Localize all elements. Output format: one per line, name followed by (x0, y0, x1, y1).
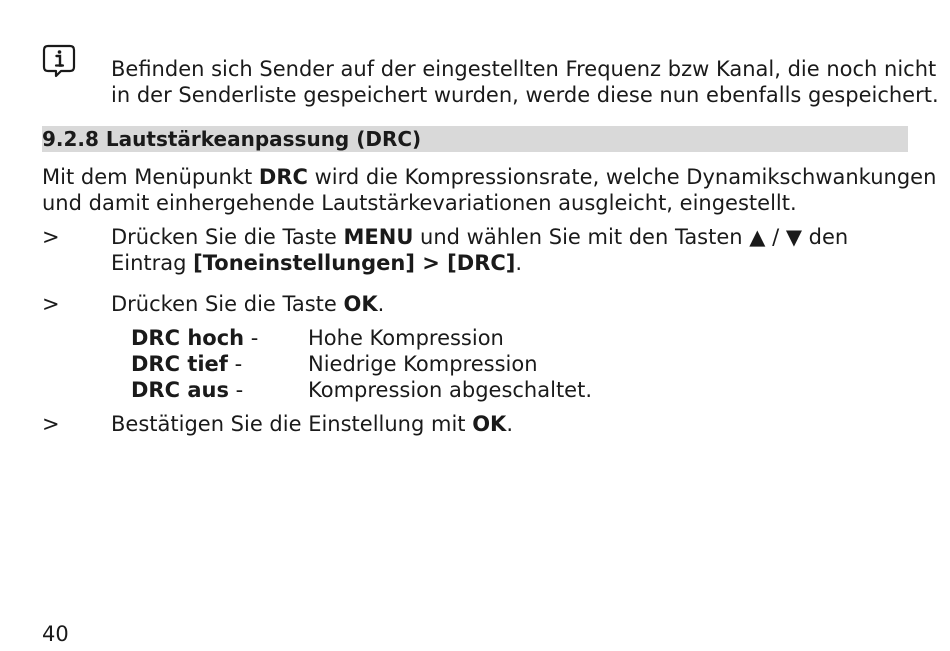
step-3-line-1: Bestätigen Sie die Einstellung mit OK. (111, 412, 514, 436)
step-2-line-1: Drücken Sie die Taste OK. (111, 292, 385, 316)
step-1-line-1: Drücken Sie die Taste MENU und wählen Sie mit den Tasten ▲ / ▼ den (111, 225, 849, 249)
step-marker: > (42, 225, 60, 249)
step-marker: > (42, 412, 60, 436)
option-term: DRC tief - (131, 352, 243, 376)
intro-line-1: Mit dem Menüpunkt DRC wird die Kompressionsrate, welche Dynamikschwankungen (42, 165, 937, 189)
section-heading: 9.2.8 Lautstärkeanpassung (DRC) (42, 127, 422, 151)
step-1-line-2: Eintrag [Toneinstellungen] > [DRC]. (111, 251, 523, 275)
option-description: Kompression abgeschaltet. (308, 378, 593, 402)
step-marker: > (42, 292, 60, 316)
option-term: DRC hoch - (131, 326, 259, 350)
option-description: Hohe Kompression (308, 326, 504, 350)
intro-line-2: und damit einhergehende Lautstärkevariationen ausgleicht, eingestellt. (42, 191, 797, 215)
info-icon (42, 43, 76, 79)
page-number: 40 (42, 622, 69, 646)
info-note-line-1: Befinden sich Sender auf der eingestellten Frequenz bzw Kanal, die noch nicht (111, 57, 937, 81)
option-term: DRC aus - (131, 378, 244, 402)
option-description: Niedrige Kompression (308, 352, 538, 376)
info-note-line-2: in der Senderliste gespeichert wurden, werde diese nun ebenfalls gespeichert. (111, 83, 939, 107)
